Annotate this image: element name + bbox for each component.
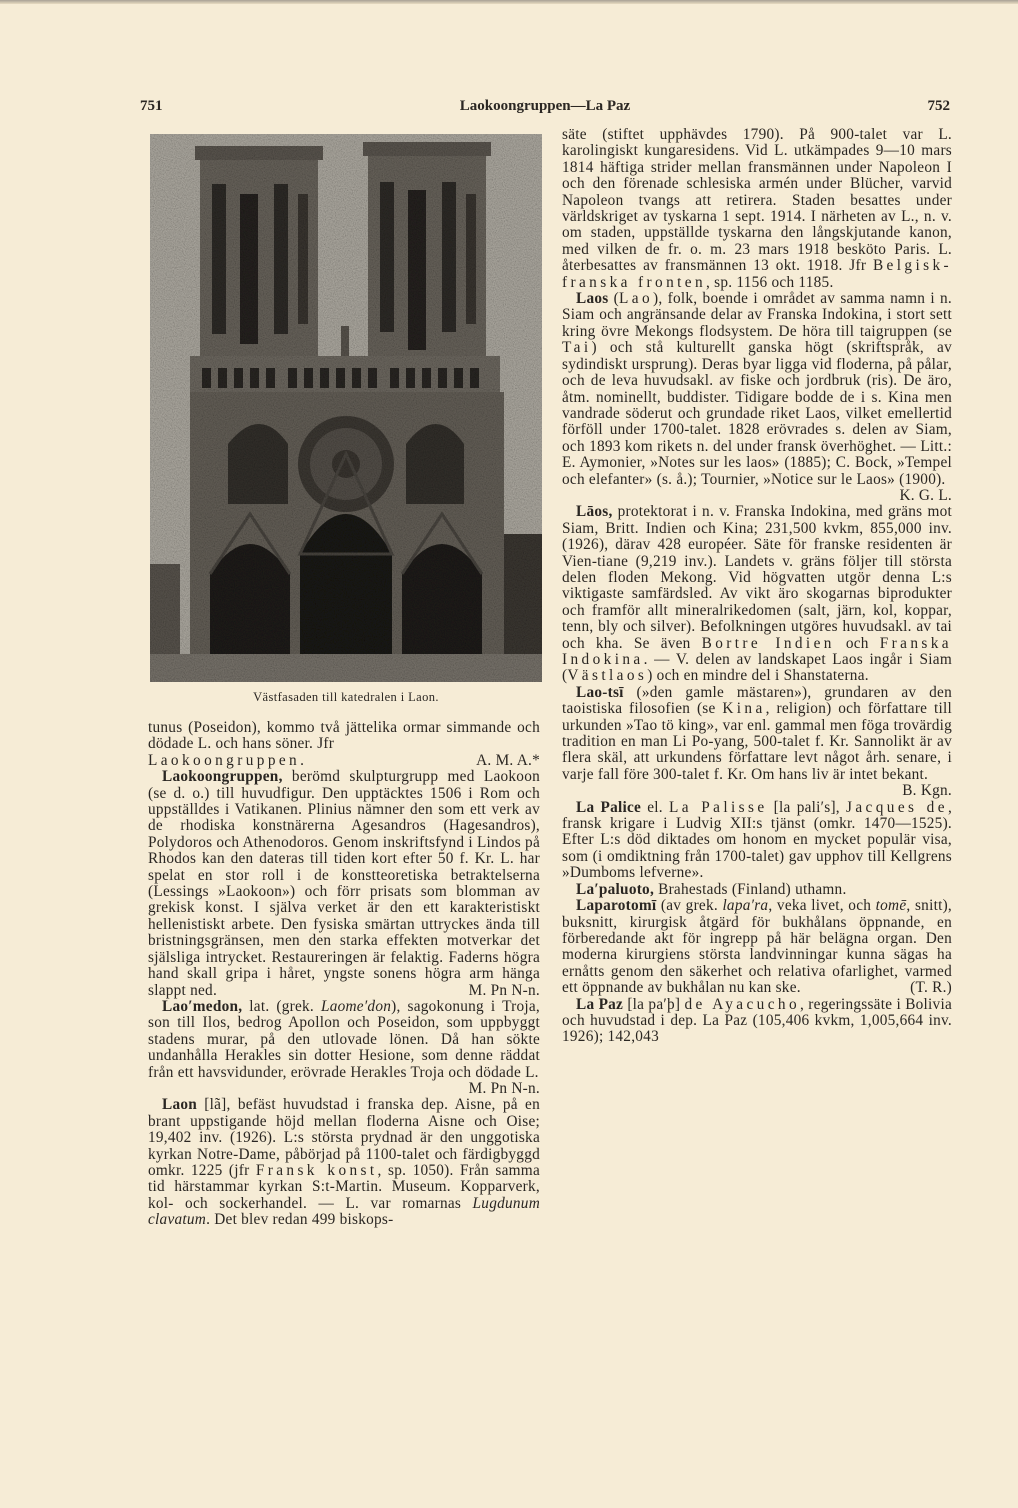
entry-laparotomi: Laparotomī (av grek. lapa′ra, veka livet, och tomē, snitt), buksnitt, kirurgisk åtgärd för bukhålans öppnande, en förberedande akt för ingrepp på här belägna organ. Den moderna kirurgiens största landvinningar kunna sägas ha ernåtts genom den säkerhet och relativa ofarlighet, varmed ett öppnande av bukhålan nu kan ske. (T. R.)	[562, 897, 952, 997]
headword: La′paluoto,	[576, 880, 655, 898]
cross-reference: Kina	[722, 700, 766, 718]
entry-laos-protektorat: Lāos, protektorat i n. v. Franska Indokina, med gräns mot Siam, Britt. Indien och Kina; 231,500 kvkm, 855,000 inv. (1926), därav 428 européer. Säte för franske residenten är Vien-tiane (9,219 inv.). Landets v. gräns följer till största delen floden Mekong. Vid högvatten utgör denna L:s viktigaste samfärdsled. Av vikt äro skogarnas biprodukter och framför allt mineralrikedomen (salt, järn, kol, koppar, tenn, bly och silver). Befolkningen utgöres huvudsakl. av tai och kha. Se även Bortre Indien och Franska Indokina. — V. delen av landskapet Laos ingår i Siam (Västlaos) och en mindre del i Shanstaterna.	[562, 503, 952, 685]
page-number-right: 752	[927, 98, 950, 114]
cross-reference: Fransk konst	[255, 1161, 378, 1179]
running-title: Laokoongruppen—La Paz	[459, 98, 631, 114]
entry-la-paz: La Paz [la pa′þ] de Ayacucho, regeringssäte i Bolivia och huvudstad i dep. La Paz (105,406 kvkm, 1,005,664 inv. 1926); 142,043	[562, 995, 952, 1046]
figure-caption: Västfasaden till katedralen i Laon.	[253, 690, 439, 704]
headword: Laokoongruppen,	[162, 768, 283, 786]
entry-laomedon: Lao′medon, lat. (grek. Laome′don), sagokonung i Troja, son till Ilos, bedrog Apollon och Poseidon, som uppbyggt stadens murar, på den utlovade lönen. Då han sökte undanhålla Herakles sin dotter Hesione, som denne räddat från ett havsvidunder, erövrade Herakles Troja och dödade L. M. Pn N-n.	[148, 997, 540, 1097]
author-signature: (T. R.)	[910, 979, 952, 997]
author-signature: M. Pn N-n.	[468, 981, 540, 999]
page-number-left: 751	[140, 98, 163, 114]
cross-reference: Franska Indokina	[562, 634, 952, 668]
headword: Lāos,	[576, 503, 613, 521]
headword: Laparotomī	[576, 897, 657, 915]
entry-laokoongruppen: Laokoongruppen, berömd skulpturgrupp med Laokoon (se d. o.) till huvudfigur. Den upptäcktes 1506 i Rom och uppställdes i Vatikanen. Plinius nämner den som ett verk av de rhodiska konstnärerna Agesandros (Hagesandros), Polydoros och Athenodoros. Genom inskriftsfynd i Lindos på Rhodos kan den dateras till tiden kort efter 50 f. Kr. L. har spelat en stor roll i de konstteoretiska betraktelserna (Lessings »Laokoon») och förr prisats som blomman av grekisk konst. I själva verket är den ett karakteristiskt hellenistiskt arbete. Den fysiska smärtan uttryckes ända till bristningsgränsen, men den starka effekten motverkar det själsliga intrycket. Restaureringen är felaktig. Faderns högra hand skall gripa i håret, yngste sonens högra arm hänga slappt ned. M. Pn N-n.	[148, 768, 540, 999]
entry-laos-folk: Laos (Lao), folk, boende i området av samma namn i n. Siam och angränsande delar av Franska Indokina, i stort sett kring övre Mekongs flodsystem. De höra till taigruppen (se Tai) och stå kulturellt ganska högt (skriftspråk, av sydindiskt ursprung). Deras byar ligga vid floderna, på pålar, och de leva huvudsakl. av fiske och jordbruk (ris). De äro, åtm. nominellt, buddister. Tidigare bodde de i s. Kina men vandrade söderut och grundade riket Laos, vilket emellertid förföll under 1700-talet. 1828 erövrades s. delen av Siam, och 1893 kom rikets n. del under fransk överhöghet. — Litt.: E. Aymonier, »Notes sur les laos» (1885); C. Bock, »Tempel och elefanter» (s. å.); Tournier, »Notice sur le Laos» (1900). K. G. L.	[562, 290, 952, 504]
entry-lapaluoto: La′paluoto, Brahestads (Finland) uthamn.	[576, 880, 847, 898]
running-head	[140, 98, 950, 120]
left-column	[148, 720, 540, 1229]
continued-text: tunus (Poseidon), kommo två jättelika ormar simmande och dödade L. och hans söner. Jfr Laokoongruppen. A. M. A.*	[148, 719, 540, 769]
cross-reference: Belgisk-franska fronten	[562, 257, 952, 291]
headword: La Palice	[576, 798, 642, 816]
cathedral-photo	[150, 134, 542, 682]
cross-reference: Laokoongruppen.	[148, 751, 308, 769]
entry-lao-tsi: Lao-tsī (»den gamle mästaren»), grundaren av den taoistiska filosofien (se Kina, religion) och författare till urkunden »Tao tö king», var enl. gammal men föga trovärdig tradition en man Li Po-yang, 500-talet f. Kr. Sannolikt är av flera skäl, att urkundens författare levt något årh. senare, i varje fall före 300-talet f. Kr. Om hans liv är intet bekant. B. Kgn.	[562, 683, 952, 800]
page-top-edge	[0, 0, 1018, 4]
headword: Laos	[576, 290, 609, 308]
cross-reference: Tai	[562, 339, 592, 357]
entry-laon: Laon [lã], befäst huvudstad i franska dep. Aisne, på en brant uppstigande höjd mellan floderna Aisne och Oise; 19,402 inv. (1926). L:s största prydnad är den unggotiska kyrkan Notre-Dame, påbörjad på 1100-talet och färdigbyggd omkr. 1225 (jfr Fransk konst, sp. 1050). Från samma tid härstammar kyrkan S:t-Martin. Museum. Kopparverk, kol- och sockerhandel. — L. var romarnas Lugdunum clavatum. Det blev redan 499 biskops-	[148, 1096, 540, 1229]
author-signature: M. Pn N-n.	[468, 1079, 540, 1097]
continued-text-laon: säte (stiftet upphävdes 1790). På 900-talet var L. karolingiskt kungaresidens. Vid L. utkämpades 9—10 mars 1814 häftiga strider mellan fransmännen under Napoleon I och den förenade schlesiska armén under Blücher, varvid Napoleon tvangs att retirera. Staden besattes under världskriget av tyskarna 1 sept. 1914. I närheten av L., n. v. om staden, uppställde tyskarna den långskjutande kanon, med vilken de fr. o. m. 23 mars 1918 besköto Paris. L. återbesattes av fransmännen 13 okt. 1918. Jfr Belgisk-franska fronten, sp. 1156 och 1185.	[562, 126, 952, 291]
headword: La Paz	[576, 995, 624, 1013]
author-signature: A. M. A.*	[476, 751, 540, 769]
right-column	[562, 127, 952, 1046]
headword: Lao-tsī	[576, 683, 624, 701]
cathedral-illustration	[150, 134, 542, 682]
headword: Lao′medon,	[162, 997, 243, 1015]
author-signature: K. G. L.	[899, 486, 952, 504]
author-signature: B. Kgn.	[902, 782, 952, 800]
entry-la-palice: La Palice el. La Palisse [la pali′s], Jacques de, fransk krigare i Ludvig XII:s tjänst (omkr. 1470—1525). Efter L:s död diktades om honom en mycket populär visa, som (i omdiktning från 1700-talet) gav upphov till Kellgrens »Dumboms lefverne».	[562, 798, 953, 882]
figure	[150, 134, 542, 704]
headword: Laon	[162, 1096, 198, 1114]
cross-reference: Bortre Indien	[701, 634, 835, 652]
